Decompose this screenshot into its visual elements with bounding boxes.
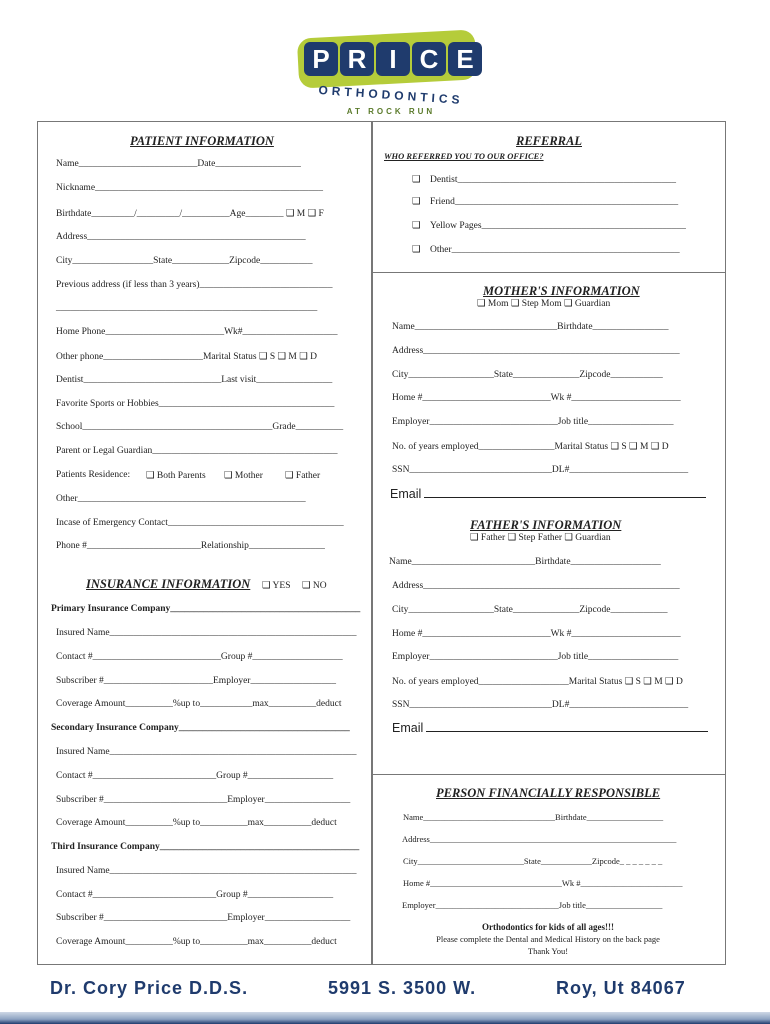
residence-mother-label: Mother [234, 471, 263, 481]
marital-s-label: S [269, 352, 276, 362]
father-city-field[interactable]: City__________________State______________Zipcode____________ [392, 605, 668, 615]
logo-orthodontics: ORTHODONTICS [318, 82, 464, 108]
referral-friend-checkbox[interactable]: ❑ Friend_______________________________________________ [412, 197, 679, 207]
father-marital-d-label: D [675, 677, 683, 687]
father-step-label: Step Father [518, 533, 563, 543]
residence-both-checkbox[interactable]: ❑ Both Parents [146, 471, 206, 481]
financial-city-field[interactable]: City_________________________State____________Zipcode_ _ _ _ _ _ _ [403, 856, 663, 866]
mother-title: MOTHER'S INFORMATION [483, 284, 640, 298]
referral-friend-label: Friend_______________________________________________ [430, 197, 679, 207]
patient-home-phone-field[interactable]: Home Phone_________________________Wk#____________________ [56, 327, 338, 337]
other-phone-text: Other phone_____________________Marital Status [56, 352, 257, 362]
patient-title: PATIENT INFORMATION [130, 134, 274, 148]
father-marital-m-label: M [654, 677, 663, 687]
father-guardian-checkbox[interactable]: ❑ Guardian [564, 533, 611, 543]
patient-nickname-field[interactable]: Nickname________________________________________________ [56, 183, 324, 193]
mother-city-field[interactable]: City__________________State______________Zipcode___________ [392, 370, 663, 380]
third-subscriber-field[interactable]: Subscriber #__________________________Employer__________________ [56, 913, 351, 923]
patient-previous-address-field[interactable]: Previous address (if less than 3 years)____________________________ [56, 280, 333, 290]
father-type-row [470, 532, 611, 543]
footer-doctor: Dr. Cory Price D.D.S. [50, 978, 249, 998]
mother-years-field[interactable] [392, 441, 669, 452]
history-note: Please complete the Dental and Medical History on the back page [436, 934, 660, 944]
footer-band [0, 1012, 770, 1024]
insurance-no-label: NO [312, 581, 327, 591]
secondary-contact-field[interactable]: Contact #__________________________Group #__________________ [56, 771, 334, 781]
father-marital-s-label: S [635, 677, 641, 687]
referral-subtitle: WHO REFERRED YOU TO OUR OFFICE? [384, 151, 544, 161]
mother-marital-m-label: M [639, 442, 649, 452]
primary-insured-name-field[interactable]: Insured Name____________________________________________________ [56, 628, 357, 638]
logo-rock-run: AT ROCK RUN [346, 107, 436, 116]
patient-relationship-field[interactable]: Phone #________________________Relationship________________ [56, 541, 325, 551]
third-contact-field[interactable]: Contact #__________________________Group #__________________ [56, 890, 334, 900]
mother-ssn-field[interactable]: SSN______________________________DL#_________________________ [392, 465, 689, 475]
marital-m-checkbox[interactable]: ❑ M [277, 352, 297, 362]
insurance-title: INSURANCE INFORMATION [86, 577, 251, 591]
financial-home-field[interactable]: Home #_______________________________Wk #________________________ [403, 878, 683, 888]
father-step-checkbox[interactable]: ❑ Step Father [507, 533, 563, 543]
mother-years-text: No. of years employed________________Marital Status [392, 442, 609, 452]
father-marital-d-checkbox[interactable]: ❑ D [665, 677, 683, 687]
father-address-field[interactable]: Address______________________________________________________ [392, 581, 680, 591]
logo-letter-p: P [304, 42, 338, 76]
patient-guardian-field[interactable]: Parent or Legal Guardian_______________________________________ [56, 446, 338, 456]
footer-street: 5991 S. 3500 W. [328, 978, 477, 998]
father-email-label: Email [392, 721, 424, 735]
kids-tagline: Orthodontics for kids of all ages!!! [481, 922, 615, 932]
referral-other-label: Other________________________________________________ [430, 245, 680, 255]
mother-home-field[interactable]: Home #___________________________Wk #_______________________ [392, 393, 681, 403]
footer-city: Roy, Ut 84067 [556, 978, 686, 998]
logo-letters [304, 42, 484, 78]
mother-mom-label: Mom [487, 299, 509, 309]
residence-mother-checkbox[interactable]: ❑ Mother [224, 471, 263, 481]
primary-subscriber-field[interactable]: Subscriber #_______________________Employer__________________ [56, 676, 336, 686]
mother-step-checkbox[interactable]: ❑ Step Mom [510, 299, 562, 309]
mother-marital-s-checkbox[interactable]: ❑ S [610, 442, 627, 452]
mother-marital-m-checkbox[interactable]: ❑ M [629, 442, 649, 452]
mother-marital-d-label: D [661, 442, 669, 452]
patient-city-field[interactable]: City_________________State____________Zipcode___________ [56, 256, 313, 266]
mother-marital-d-checkbox[interactable]: ❑ D [650, 442, 669, 452]
logo [290, 34, 490, 124]
secondary-coverage-field[interactable]: Coverage Amount__________%up to__________max__________deduct [56, 818, 337, 828]
referral-other-checkbox[interactable]: ❑ Other________________________________________________ [412, 245, 680, 255]
mother-guardian-checkbox[interactable]: ❑ Guardian [564, 299, 611, 309]
father-email-field[interactable] [392, 721, 708, 735]
father-title: FATHER'S INFORMATION [470, 518, 622, 532]
third-insured-name-field[interactable]: Insured Name____________________________________________________ [56, 866, 357, 876]
father-marital-s-checkbox[interactable]: ❑ S [624, 677, 641, 687]
financial-address-field[interactable]: Address__________________________________________________________ [402, 834, 677, 844]
sex-m-label: M [296, 209, 306, 219]
mother-address-field[interactable]: Address______________________________________________________ [392, 346, 680, 356]
patient-school-field[interactable]: School________________________________________Grade__________ [56, 422, 344, 432]
mother-mom-checkbox[interactable]: ❑ Mom [477, 299, 509, 309]
insurance-yes-label: YES [272, 581, 291, 591]
residence-father-label: Father [295, 471, 321, 481]
referral-yellow-label: Yellow Pages___________________________________________ [430, 221, 686, 231]
financial-employer-field[interactable]: Employer_____________________________Job title__________________ [402, 900, 663, 910]
patient-previous-address-line[interactable]: _______________________________________________________ [56, 303, 318, 313]
father-years-text: No. of years employed___________________Marital Status [392, 677, 623, 687]
patient-emergency-field[interactable]: Incase of Emergency Contact_____________________________________ [56, 518, 344, 528]
birthdate-text: Birthdate_________/_________/__________Age________ [56, 209, 284, 219]
referral-title: REFERRAL [516, 134, 582, 148]
logo-letter-r: R [340, 42, 374, 76]
father-name-field[interactable]: Name__________________________Birthdate___________________ [389, 557, 661, 567]
residence-both-label: Both Parents [156, 471, 206, 481]
secondary-subscriber-field[interactable]: Subscriber #__________________________Employer__________________ [56, 795, 351, 805]
referral-yellow-checkbox[interactable]: ❑ Yellow Pages___________________________________________ [412, 221, 686, 231]
mother-employer-field[interactable]: Employer___________________________Job title__________________ [392, 417, 674, 427]
marital-d-label: D [310, 352, 318, 362]
father-years-field[interactable] [392, 676, 683, 687]
third-coverage-field[interactable]: Coverage Amount__________%up to__________max__________deduct [56, 937, 337, 947]
marital-d-checkbox[interactable]: ❑ D [299, 352, 318, 362]
patient-birthdate-field[interactable] [56, 208, 324, 219]
thank-you-note: Thank You! [527, 946, 569, 956]
sex-f-label: F [318, 209, 324, 219]
sex-f-checkbox[interactable]: ❑ F [307, 209, 324, 219]
patient-residence-row [56, 470, 130, 480]
mother-type-row [477, 298, 610, 309]
primary-insurance-field[interactable]: Primary Insurance Company________________________________________ [51, 604, 361, 614]
mother-email-label: Email [390, 487, 422, 501]
mother-marital-s-label: S [621, 442, 627, 452]
patient-name-field[interactable]: Name_________________________Date__________________ [56, 159, 301, 169]
patient-other-field[interactable]: Other________________________________________________ [56, 494, 306, 504]
insurance-yes-checkbox[interactable]: ❑ YES [262, 581, 291, 591]
referral-dentist-checkbox[interactable]: ❑ Dentist______________________________________________ [412, 175, 676, 185]
primary-coverage-field[interactable]: Coverage Amount__________%up to___________max__________deduct [56, 699, 342, 709]
mother-guardian-label: Guardian [574, 299, 611, 309]
third-insurance-field[interactable]: Third Insurance Company__________________________________________ [51, 842, 360, 852]
financial-title: PERSON FINANCIALLY RESPONSIBLE [436, 786, 661, 800]
insurance-no-checkbox[interactable]: ❑ NO [302, 581, 327, 591]
logo-letter-c: C [412, 42, 446, 76]
father-guardian-label: Guardian [575, 533, 611, 543]
patient-dentist-field[interactable]: Dentist_____________________________Last visit________________ [56, 375, 333, 385]
marital-s-checkbox[interactable]: ❑ S [258, 352, 276, 362]
father-employer-field[interactable]: Employer___________________________Job title___________________ [392, 652, 679, 662]
secondary-insurance-field[interactable]: Secondary Insurance Company____________________________________ [51, 723, 350, 733]
referral-dentist-label: Dentist______________________________________________ [430, 175, 676, 185]
marital-m-label: M [288, 352, 297, 362]
financial-name-field[interactable]: Name_______________________________Birthdate__________________ [403, 812, 664, 822]
father-marital-m-checkbox[interactable]: ❑ M [643, 677, 663, 687]
logo-letter-i: I [376, 42, 410, 76]
father-home-field[interactable]: Home #___________________________Wk #_______________________ [392, 629, 681, 639]
residence-label: Patients Residence: [56, 470, 131, 480]
father-ssn-field[interactable]: SSN______________________________DL#_________________________ [392, 700, 689, 710]
secondary-insured-name-field[interactable]: Insured Name____________________________________________________ [56, 747, 357, 757]
primary-contact-field[interactable]: Contact #___________________________Group #___________________ [56, 652, 343, 662]
patient-sports-field[interactable]: Favorite Sports or Hobbies_____________________________________ [56, 399, 335, 409]
mother-name-field[interactable]: Name______________________________Birthdate________________ [392, 322, 669, 332]
father-father-checkbox[interactable]: ❑ Father [470, 533, 506, 543]
sex-m-checkbox[interactable]: ❑ M [285, 209, 306, 219]
residence-father-checkbox[interactable]: ❑ Father [285, 471, 321, 481]
patient-other-phone-field[interactable] [56, 351, 317, 362]
mother-email-field[interactable] [390, 487, 706, 501]
mother-step-label: Step Mom [521, 299, 562, 309]
patient-address-field[interactable]: Address______________________________________________ [56, 232, 306, 242]
father-father-label: Father [480, 533, 506, 543]
logo-letter-e: E [448, 42, 482, 76]
